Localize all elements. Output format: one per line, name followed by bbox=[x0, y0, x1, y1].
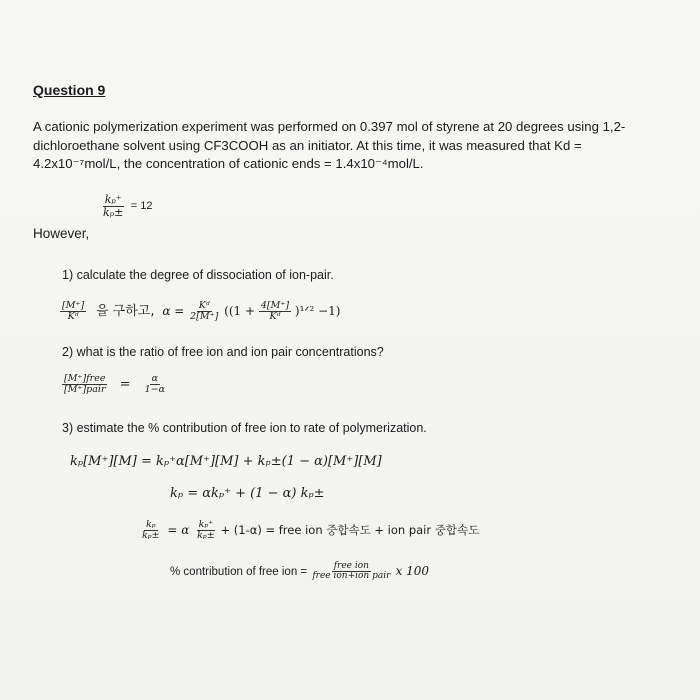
kp-ratio-denominator: kₚ± bbox=[103, 205, 124, 219]
question-intro: A cationic polymerization experiment was performed on 0.397 mol of styrene at 20 degrees using 1,2-dichloroethane solvent using CF3COOH as an initiator. At this time, it was measured that Kd = 4.2x10⁻⁷mol/L, the concentration of cationic ends = 1.4x10⁻⁴mol/L. bbox=[33, 119, 626, 172]
kp-ratio-fraction bbox=[101, 194, 125, 218]
part3-left-fraction bbox=[140, 520, 162, 541]
part3-rate-equation: kₚ[M⁺][M] = kₚ⁺α[M⁺][M] + kₚ±(1 − α)[M⁺][M] bbox=[70, 454, 382, 469]
part1-frac-den: Kᵈ bbox=[67, 311, 79, 322]
part1-inner-den: Kᵈ bbox=[269, 311, 281, 322]
part1-paren-open: ((1 + bbox=[224, 304, 256, 318]
part1-coef-den: 2[M⁺] bbox=[190, 311, 219, 322]
part3-contribution-fraction bbox=[310, 562, 392, 582]
kp-ratio-value: = 12 bbox=[130, 200, 153, 213]
part1-frac-m-kd bbox=[60, 301, 86, 322]
part3-eq-alpha: = α bbox=[167, 522, 190, 537]
part1-label: 1) calculate the degree of dissociation of ion-pair. bbox=[62, 268, 334, 282]
kp-ratio-numerator: kₚ⁺ bbox=[104, 193, 122, 206]
question-title: Question 9 bbox=[33, 82, 106, 98]
part1-coef-num: Kᵈ bbox=[198, 300, 210, 312]
part2-left-den: [M⁺]pair bbox=[64, 383, 106, 395]
part3-contribution-den: free ion+ion pair bbox=[312, 571, 391, 582]
part2-right-num: α bbox=[151, 373, 159, 384]
kp-ratio bbox=[101, 194, 153, 218]
part1-alpha-eq: α = bbox=[162, 304, 185, 318]
part2-right-den: 1−α bbox=[144, 383, 166, 395]
part2-eq: = bbox=[119, 376, 131, 392]
part3-contribution-num: free ion bbox=[333, 561, 369, 571]
part1-inner-fraction bbox=[259, 301, 291, 322]
part3-mid-fraction bbox=[195, 520, 217, 541]
part1-formula bbox=[60, 300, 340, 322]
part1-frac-num: [M⁺] bbox=[62, 300, 85, 312]
part3-ratio-equation bbox=[140, 520, 479, 541]
part3-kp-equation: kₚ = αkₚ⁺ + (1 − α) kₚ± bbox=[170, 486, 325, 501]
part3-label: 3) estimate the % contribution of free ion to rate of polymerization. bbox=[62, 421, 427, 435]
part2-left-fraction bbox=[62, 374, 107, 395]
part2-left-num: [M⁺]free bbox=[64, 373, 106, 384]
part3-mid-den: kₚ± bbox=[197, 529, 215, 541]
part3-contribution-formula bbox=[170, 562, 429, 582]
part1-coef-fraction bbox=[188, 301, 220, 322]
part2-formula bbox=[62, 374, 167, 395]
part1-inner-num: 4[M⁺] bbox=[260, 300, 290, 312]
part3-mid-num: kₚ⁺ bbox=[198, 519, 214, 530]
part3-contribution-tail: x 100 bbox=[395, 563, 430, 578]
part3-left-num: kₚ bbox=[145, 519, 156, 530]
part3-rate-sum-text: + (1-α) = free ion 중합속도 + ion pair 중합속도 bbox=[220, 522, 480, 537]
however-label: However, bbox=[33, 226, 90, 241]
part2-label: 2) what is the ratio of free ion and ion pair concentrations? bbox=[62, 345, 384, 359]
part1-korean-text: 을 구하고, bbox=[95, 304, 155, 319]
part2-right-fraction bbox=[143, 374, 167, 395]
part3-left-den: kₚ± bbox=[142, 529, 160, 541]
part3-contribution-lead: % contribution of free ion = bbox=[170, 565, 308, 578]
part1-tail: )¹ᐟ² −1) bbox=[294, 304, 341, 318]
